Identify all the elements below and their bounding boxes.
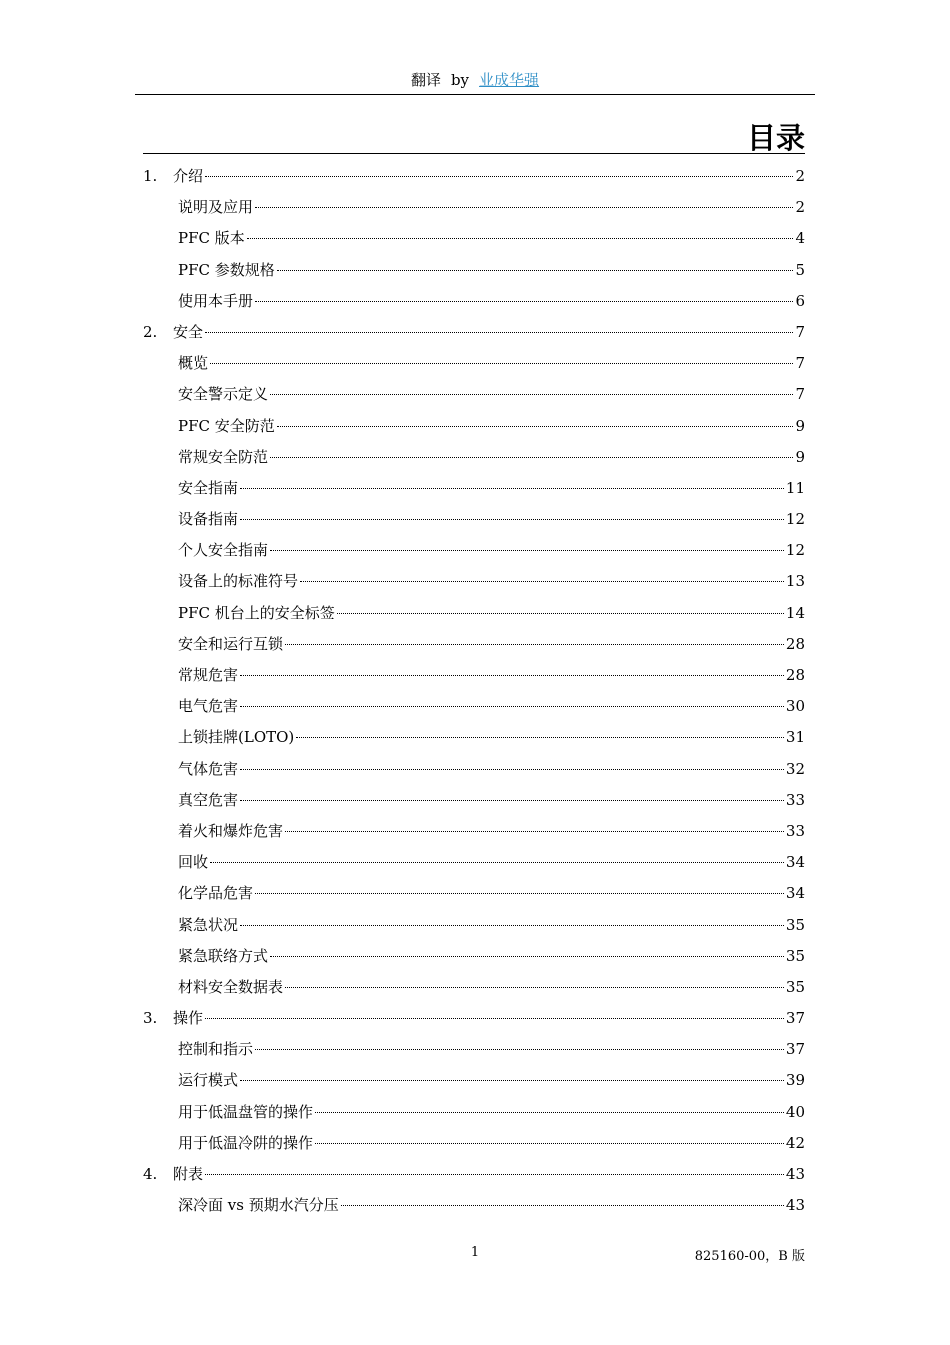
toc-leader-dots xyxy=(240,925,784,926)
toc-entry-page: 2 xyxy=(795,198,805,217)
toc-entry[interactable] xyxy=(143,504,805,535)
toc-leader-dots xyxy=(205,1174,784,1175)
toc-entry[interactable] xyxy=(143,660,805,691)
toc-entry-title: 常规安全防范 xyxy=(178,447,269,466)
header-by: by xyxy=(450,71,470,89)
toc-entry[interactable] xyxy=(143,473,805,504)
toc-entry-title: 紧急联络方式 xyxy=(178,946,269,965)
toc-leader-dots xyxy=(205,176,793,177)
toc-entry[interactable] xyxy=(143,847,805,878)
toc-leader-dots xyxy=(255,301,793,302)
toc-entry-page: 2 xyxy=(795,167,805,185)
toc-entry-page: 39 xyxy=(785,1071,805,1090)
toc-entry[interactable] xyxy=(143,941,805,972)
toc-entry[interactable] xyxy=(143,411,805,442)
toc-entry-title: 真空危害 xyxy=(178,790,239,809)
toc-entry[interactable] xyxy=(143,878,805,909)
toc-entry-title: 化学品危害 xyxy=(178,884,254,903)
toc-entry-title: 控制和指示 xyxy=(178,1040,254,1059)
toc-entry-title: 附表 xyxy=(173,1165,204,1183)
toc-leader-dots xyxy=(255,1049,784,1050)
toc-entry-page: 42 xyxy=(785,1133,805,1152)
toc-leader-dots xyxy=(240,706,784,707)
toc-leader-dots xyxy=(247,238,794,239)
toc-leader-dots xyxy=(277,426,794,427)
toc-entry-title: 安全和运行互锁 xyxy=(178,634,284,653)
toc-entry[interactable] xyxy=(143,1065,805,1096)
toc-entry[interactable] xyxy=(143,722,805,753)
toc-entry-number: 4. xyxy=(143,1165,158,1183)
toc-entry-page: 35 xyxy=(785,946,805,965)
toc-title: 目录 xyxy=(143,120,805,154)
toc-entry-title: 气体危害 xyxy=(178,759,239,778)
toc-entry-title: 电气危害 xyxy=(178,697,239,716)
toc-leader-dots xyxy=(277,270,794,271)
toc-entry-page: 12 xyxy=(785,510,805,529)
toc-leader-dots xyxy=(240,519,784,520)
toc-entry-title: 紧急状况 xyxy=(178,915,239,934)
toc-leader-dots xyxy=(285,644,784,645)
toc-entry[interactable] xyxy=(143,816,805,847)
table-of-contents xyxy=(143,161,805,1221)
toc-leader-dots xyxy=(337,613,784,614)
toc-leader-dots xyxy=(285,987,784,988)
toc-entry[interactable] xyxy=(143,1003,805,1034)
toc-entry-page: 34 xyxy=(785,853,805,872)
toc-entry[interactable] xyxy=(143,192,805,223)
toc-entry-title: 概览 xyxy=(178,354,209,373)
toc-entry-page: 7 xyxy=(795,322,805,341)
toc-entry-title: 深冷面 vs 预期水汽分压 xyxy=(178,1196,339,1215)
toc-leader-dots xyxy=(285,831,784,832)
toc-entry-title: PFC 版本 xyxy=(178,229,245,248)
toc-leader-dots xyxy=(205,332,793,333)
toc-entry-title: 材料安全数据表 xyxy=(178,977,284,996)
toc-entry-page: 37 xyxy=(785,1009,805,1028)
toc-leader-dots xyxy=(270,956,784,957)
translator-link[interactable]: 业成华强 xyxy=(479,71,540,89)
toc-entry-page: 33 xyxy=(785,790,805,809)
toc-leader-dots xyxy=(255,893,784,894)
toc-entry-page: 12 xyxy=(785,541,805,560)
toc-entry-page: 31 xyxy=(785,728,805,747)
toc-entry-number: 1. xyxy=(143,167,158,185)
toc-leader-dots xyxy=(240,675,784,676)
toc-entry-page: 9 xyxy=(795,416,805,435)
toc-entry-title: 操作 xyxy=(173,1009,204,1028)
toc-entry-title: 着火和爆炸危害 xyxy=(178,821,284,840)
toc-leader-dots xyxy=(270,394,793,395)
toc-entry[interactable] xyxy=(143,1128,805,1159)
toc-entry[interactable] xyxy=(143,1034,805,1065)
toc-entry[interactable] xyxy=(143,785,805,816)
toc-leader-dots xyxy=(240,1080,784,1081)
toc-entry-page: 28 xyxy=(785,634,805,653)
toc-entry-title: 设备上的标准符号 xyxy=(178,572,299,591)
toc-entry-page: 43 xyxy=(785,1196,805,1215)
toc-entry-page: 14 xyxy=(785,603,805,622)
toc-leader-dots xyxy=(341,1205,784,1206)
toc-entry-page: 7 xyxy=(795,354,805,373)
toc-entry[interactable] xyxy=(143,317,805,348)
toc-entry-number: 3. xyxy=(143,1009,158,1028)
toc-entry-page: 7 xyxy=(795,385,805,404)
toc-entry[interactable] xyxy=(143,442,805,473)
toc-entry-page: 35 xyxy=(785,915,805,934)
toc-entry-page: 33 xyxy=(785,821,805,840)
header-prefix: 翻译 xyxy=(410,71,441,89)
page-number: 1 xyxy=(470,1245,480,1260)
toc-entry-page: 37 xyxy=(785,1040,805,1059)
toc-entry-title: PFC 参数规格 xyxy=(178,260,275,279)
toc-entry[interactable] xyxy=(143,1097,805,1128)
toc-entry-title: 安全指南 xyxy=(178,478,239,497)
toc-leader-dots xyxy=(240,769,784,770)
toc-leader-dots xyxy=(270,457,793,458)
toc-entry-title: 运行模式 xyxy=(178,1071,239,1090)
toc-entry-title: 用于低温冷阱的操作 xyxy=(178,1133,314,1152)
toc-entry-number: 2. xyxy=(143,322,158,341)
toc-leader-dots xyxy=(296,737,784,738)
toc-entry[interactable] xyxy=(143,161,805,192)
toc-leader-dots xyxy=(300,581,784,582)
toc-entry[interactable] xyxy=(143,286,805,317)
toc-entry-title: 上锁挂牌(LOTO) xyxy=(178,728,295,747)
toc-entry-title: 常规危害 xyxy=(178,666,239,684)
toc-entry-page: 6 xyxy=(795,291,805,310)
toc-entry-title: 用于低温盘管的操作 xyxy=(178,1102,314,1121)
toc-entry[interactable] xyxy=(143,255,805,286)
document-id: 825160-00，B 版 xyxy=(694,1249,805,1264)
toc-entry-page: 43 xyxy=(785,1165,805,1183)
toc-entry-title: 安全 xyxy=(173,322,204,341)
toc-entry[interactable] xyxy=(143,910,805,941)
toc-entry-page: 11 xyxy=(785,478,805,497)
toc-entry-title: 个人安全指南 xyxy=(178,541,269,560)
toc-entry-title: 使用本手册 xyxy=(178,291,254,310)
toc-leader-dots xyxy=(255,207,793,208)
toc-entry-title: 回收 xyxy=(178,853,209,872)
toc-entry-page: 34 xyxy=(785,884,805,903)
toc-entry[interactable] xyxy=(143,1190,805,1221)
toc-entry[interactable] xyxy=(143,754,805,785)
toc-entry-title: PFC 机台上的安全标签 xyxy=(178,603,335,622)
toc-entry-title: 介绍 xyxy=(173,167,204,185)
toc-leader-dots xyxy=(315,1112,784,1113)
toc-entry-page: 28 xyxy=(785,666,805,684)
toc-entry[interactable] xyxy=(143,691,805,722)
toc-entry-title: PFC 安全防范 xyxy=(178,416,275,435)
toc-leader-dots xyxy=(240,800,784,801)
page-header xyxy=(135,68,815,95)
toc-entry[interactable] xyxy=(143,348,805,379)
toc-leader-dots xyxy=(315,1143,784,1144)
toc-leader-dots xyxy=(270,550,784,551)
toc-entry-title: 安全警示定义 xyxy=(178,385,269,404)
toc-entry-page: 35 xyxy=(785,977,805,996)
toc-entry-page: 32 xyxy=(785,759,805,778)
toc-leader-dots xyxy=(240,488,784,489)
toc-entry[interactable] xyxy=(143,535,805,566)
toc-entry[interactable] xyxy=(143,223,805,254)
toc-entry-title: 说明及应用 xyxy=(178,198,254,217)
toc-entry[interactable] xyxy=(143,566,805,597)
toc-entry-page: 4 xyxy=(795,229,805,248)
toc-leader-dots xyxy=(205,1018,784,1019)
toc-entry-page: 40 xyxy=(785,1102,805,1121)
toc-entry-page: 5 xyxy=(795,260,805,279)
toc-entry-page: 9 xyxy=(795,447,805,466)
toc-entry[interactable] xyxy=(143,598,805,629)
toc-entry[interactable] xyxy=(143,629,805,660)
toc-entry[interactable] xyxy=(143,1159,805,1190)
toc-leader-dots xyxy=(210,363,793,364)
toc-entry[interactable] xyxy=(143,972,805,1003)
toc-entry-title: 设备指南 xyxy=(178,510,239,529)
toc-leader-dots xyxy=(210,862,784,863)
toc-entry-page: 30 xyxy=(785,697,805,716)
toc-entry-page: 13 xyxy=(785,572,805,591)
toc-entry[interactable] xyxy=(143,379,805,410)
